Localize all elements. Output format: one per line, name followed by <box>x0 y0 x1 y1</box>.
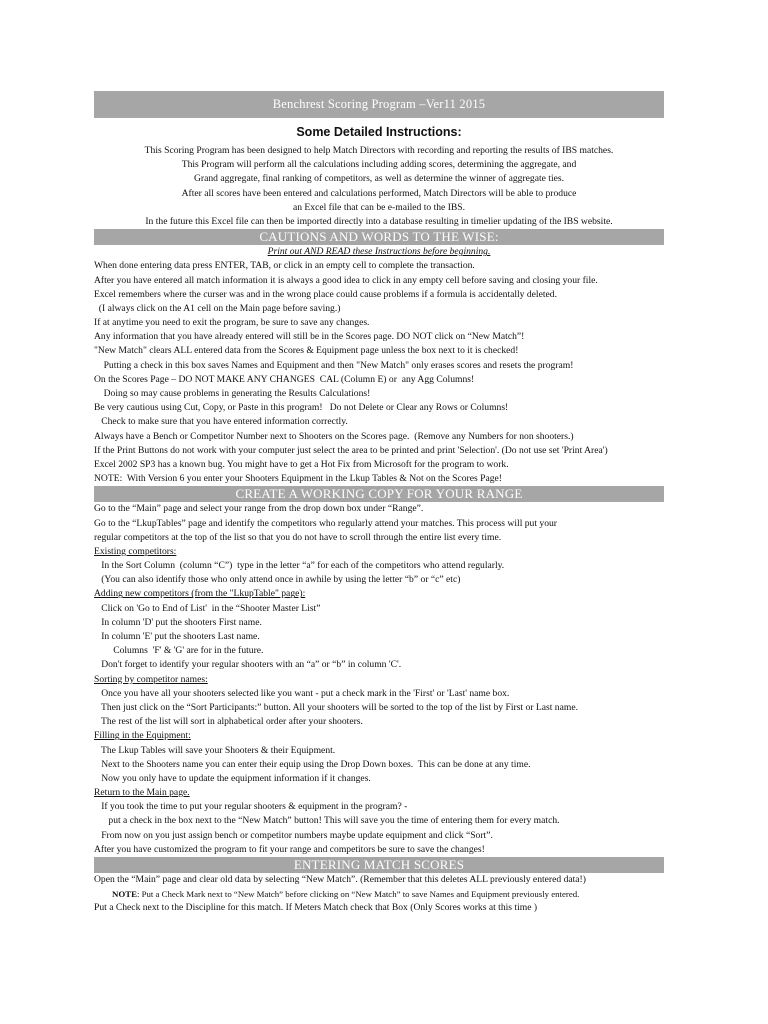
program-title-banner: Benchrest Scoring Program –Ver11 2015 <box>94 91 664 118</box>
intro-line: This Program will perform all the calculations including adding scores, determining the aggregate, and <box>181 159 577 171</box>
caution-line: Excel 2002 SP3 has a known bug. You might have to get a Hot Fix from Microsoft for the program to work. <box>94 458 509 470</box>
caution-line: Check to make sure that you have entered information correctly. <box>94 416 348 428</box>
caution-line: Any information that you have already entered will still be in the Scores page. DO NOT click on “New Match”! <box>94 331 525 343</box>
entering-line: Open the “Main” page and clear old data by selecting “New Match”. (Remember that this deletes ALL previously entered data!) <box>94 874 586 885</box>
instruction-line: Click on 'Go to End of List' in the “Shooter Master List” <box>94 602 321 614</box>
instruction-line: The rest of the list will sort in alphabetical order after your shooters. <box>94 716 363 728</box>
entering-line: Put a Check next to the Discipline for this match. If Meters Match check that Box (Only Scores works at this time ) <box>94 902 538 914</box>
intro-line: This Scoring Program has been designed to help Match Directors with recording and reporting the results of IBS matches. <box>144 145 614 156</box>
instruction-line: Next to the Shooters name you can enter their equip using the Drop Down boxes. This can be done at any time. <box>94 758 531 770</box>
caution-line: After you have entered all match information it is always a good idea to click in any empty cell before saving and closing your file. <box>94 274 598 286</box>
instruction-line: regular competitors at the top of the list so that you do not have to scroll through the entire list every time. <box>94 531 502 543</box>
caution-line: Excel remembers where the curser was and in the wrong place could cause problems if a formula is accidentally deleted. <box>94 288 557 300</box>
note-text: : Put a Check Mark next to “New Match” before clicking on “New Match” to save Names and Equipment previously entered. <box>136 889 580 900</box>
caution-line: "New Match" clears ALL entered data from the Scores & Equipment page unless the box next to it is checked! <box>94 345 519 357</box>
caution-line: If at anytime you need to exit the program, be sure to save any changes. <box>94 317 370 329</box>
intro-line: After all scores have been entered and calculations performed, Match Directors will be able to produce <box>181 187 577 199</box>
page-subtitle: Some Detailed Instructions: <box>296 125 462 139</box>
instruction-line: put a check in the box next to the “New Match” button! This will save you the time of entering them for every match. <box>94 815 560 827</box>
caution-line: If the Print Buttons do not work with your computer just select the area to be printed and print 'Selection'. (Do not use set 'Print Area') <box>94 444 608 456</box>
subsection-heading: Sorting by competitor names: <box>94 673 208 685</box>
instruction-line: After you have customized the program to fit your range and competitors be sure to save the changes! <box>94 843 485 855</box>
entering-scores-heading: ENTERING MATCH SCORES <box>94 857 664 873</box>
intro-line: In the future this Excel file can then be imported directly into a database resulting in timelier updating of the IBS website. <box>145 215 613 227</box>
instruction-line: Columns 'F' & 'G' are for in the future. <box>94 645 264 657</box>
subsection-heading: Filling in the Equipment: <box>94 730 191 742</box>
subsection-heading: Existing competitors: <box>94 545 177 557</box>
working-copy-list <box>94 502 664 857</box>
cautions-heading: CAUTIONS AND WORDS TO THE WISE: <box>94 229 664 245</box>
print-notice: Print out AND READ these Instructions before beginning. <box>267 246 491 258</box>
caution-line: Doing so may cause problems in generating the Results Calculations! <box>94 388 371 399</box>
caution-line: On the Scores Page – DO NOT MAKE ANY CHANGES CAL (Column E) or any Agg Columns! <box>94 373 475 385</box>
instructions-sheet <box>94 91 664 916</box>
instruction-line: If you took the time to put your regular shooters & equipment in the program? - <box>94 801 408 813</box>
caution-line: (I always click on the A1 cell on the Main page before saving.) <box>94 302 341 314</box>
subsection-heading: Adding new competitors (from the "LkupTable" page): <box>94 588 306 600</box>
intro-line: an Excel file that can be e-mailed to the IBS. <box>292 201 466 213</box>
caution-line: NOTE: With Version 6 you enter your Shooters Equipment in the Lkup Tables & Not on the Scores Page! <box>94 473 502 485</box>
intro-line: Grand aggregate, final ranking of competitors, as well as determine the winner of aggregate ties. <box>193 173 565 185</box>
instruction-line: The Lkup Tables will save your Shooters & their Equipment. <box>94 744 336 756</box>
instruction-line: In column 'D' put the shooters First name. <box>94 616 262 628</box>
instruction-line: Go to the “Main” page and select your range from the drop down box under “Range”. <box>94 503 424 515</box>
subsection-heading: Return to the Main page. <box>94 787 190 799</box>
working-copy-heading: CREATE A WORKING COPY FOR YOUR RANGE <box>94 486 664 502</box>
caution-line: Putting a check in this box saves Names and Equipment and then "New Match" only erases scores and resets the program! <box>94 359 574 371</box>
instruction-line: Then just click on the “Sort Participants:” button. All your shooters will be sorted to the top of the list by First or Last name. <box>94 701 578 713</box>
intro-block <box>94 144 664 229</box>
caution-line: Be very cautious using Cut, Copy, or Paste in this program! Do not Delete or Clear any Rows or Columns! <box>94 402 509 414</box>
instruction-line: In column 'E' put the shooters Last name. <box>94 631 260 642</box>
instruction-line: In the Sort Column (column “C”) type in the letter “a” for each of the competitors who attend regularly. <box>94 560 505 572</box>
note-label: NOTE <box>112 889 137 900</box>
instruction-line: Once you have all your shooters selected like you want - put a check mark in the 'First' or 'Last' name box. <box>94 687 510 699</box>
instruction-line: (You can also identify those who only attend once in awhile by using the letter “b” or “c” etc) <box>94 574 461 586</box>
instruction-line: From now on you just assign bench or competitor numbers maybe update equipment and click “Sort”. <box>94 829 493 841</box>
instruction-line: Now you only have to update the equipment information if it changes. <box>94 772 371 784</box>
instruction-line: Go to the “LkupTables” page and identify the competitors who regularly attend your matches. This process will put your <box>94 517 557 529</box>
instruction-line: Don't forget to identify your regular shooters with an “a” or “b” in column 'C'. <box>94 659 402 671</box>
caution-line: Always have a Bench or Competitor Number next to Shooters on the Scores page. (Remove any Numbers for non shooters.) <box>94 430 574 442</box>
caution-line: When done entering data press ENTER, TAB, or click in an empty cell to complete the transaction. <box>94 260 475 272</box>
entering-note-line <box>94 887 664 901</box>
cautions-list <box>94 259 664 486</box>
